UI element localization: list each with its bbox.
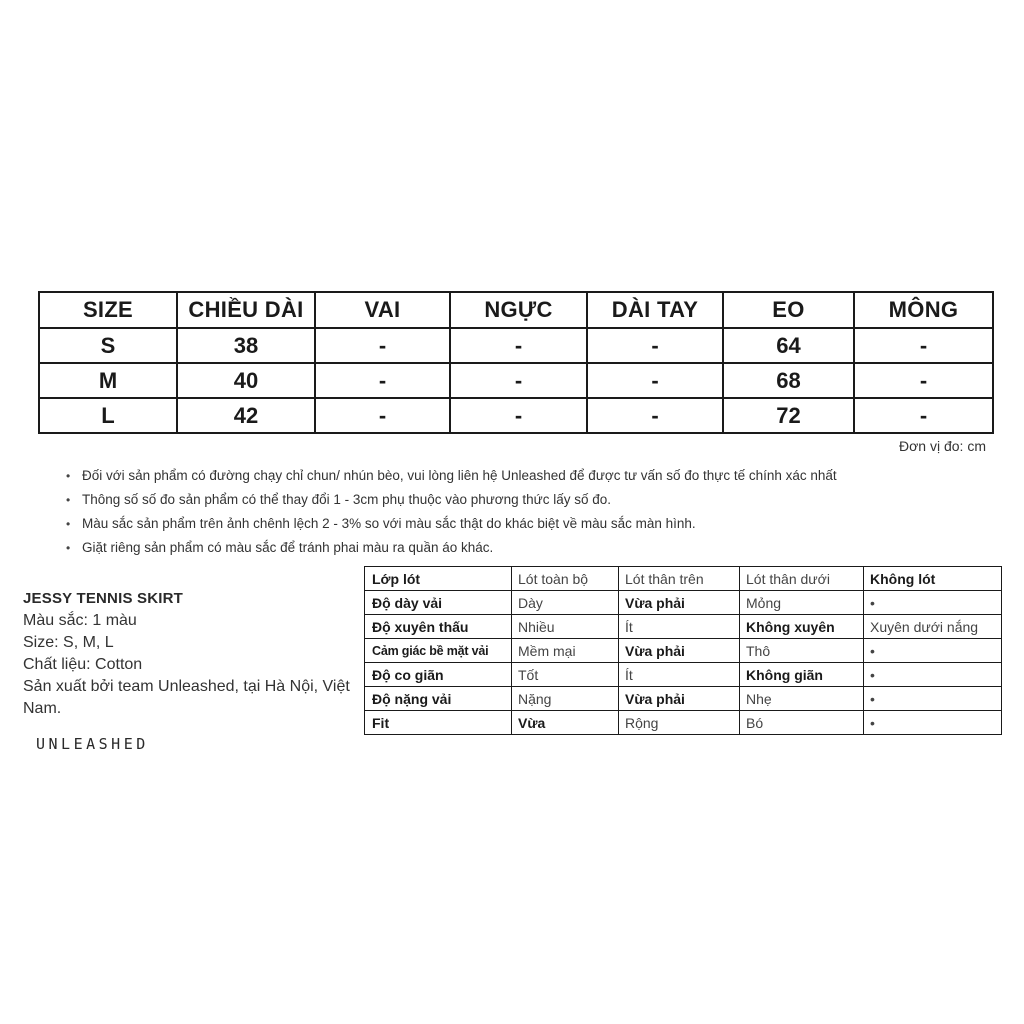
table-cell: Nặng	[512, 687, 619, 711]
table-cell: Mềm mại	[512, 639, 619, 663]
product-sizes: Size: S, M, L	[23, 634, 114, 651]
table-cell: -	[450, 328, 587, 363]
table-cell: 64	[723, 328, 854, 363]
size-table	[38, 291, 994, 434]
table-row	[365, 567, 1002, 591]
table-cell: -	[587, 328, 723, 363]
table-cell: -	[587, 363, 723, 398]
fabric-table	[364, 566, 1002, 735]
table-cell: Vừa	[512, 711, 619, 735]
table-cell: -	[315, 328, 450, 363]
table-row	[365, 711, 1002, 735]
size-header-size: SIZE	[39, 292, 177, 328]
table-cell: 42	[177, 398, 315, 433]
table-cell: •	[864, 663, 1002, 687]
fabric-row-label: Cảm giác bề mặt vải	[365, 639, 512, 663]
care-notes	[66, 464, 837, 560]
product-material: Chất liệu: Cotton	[23, 656, 143, 673]
table-cell: •	[864, 591, 1002, 615]
table-cell: 40	[177, 363, 315, 398]
brand-logo: UNLEASHED	[36, 735, 149, 753]
size-table-header	[39, 292, 993, 328]
table-cell: Xuyên dưới nắng	[864, 615, 1002, 639]
table-cell: Dày	[512, 591, 619, 615]
table-cell: Bó	[740, 711, 864, 735]
table-cell: 38	[177, 328, 315, 363]
table-row	[39, 398, 993, 433]
table-cell: Tốt	[512, 663, 619, 687]
table-row	[39, 363, 993, 398]
table-cell: Lót thân dưới	[740, 567, 864, 591]
table-cell: Không giãn	[740, 663, 864, 687]
product-color: Màu sắc: 1 màu	[23, 612, 137, 629]
size-header-length: CHIỀU DÀI	[177, 292, 315, 328]
table-row	[365, 687, 1002, 711]
size-header-hip: MÔNG	[854, 292, 993, 328]
table-cell: S	[39, 328, 177, 363]
size-header-shoulder: VAI	[315, 292, 450, 328]
table-cell: -	[854, 398, 993, 433]
table-row	[365, 663, 1002, 687]
table-cell: 72	[723, 398, 854, 433]
table-cell: •	[864, 711, 1002, 735]
table-row	[365, 615, 1002, 639]
table-cell: Nhẹ	[740, 687, 864, 711]
table-cell: L	[39, 398, 177, 433]
table-cell: Vừa phải	[619, 639, 740, 663]
product-made-by: Sản xuất bởi team Unleashed, tại Hà Nội, Việt Nam.	[23, 678, 350, 717]
table-cell: 68	[723, 363, 854, 398]
table-cell: Vừa phải	[619, 591, 740, 615]
note-item: • Đối với sản phẩm có đường chạy chỉ chun/ nhún bèo, vui lòng liên hệ Unleashed để được tư vấn số đo thực tế chính xác nhất	[66, 464, 837, 488]
table-cell: Vừa phải	[619, 687, 740, 711]
fabric-row-label: Độ co giãn	[365, 663, 512, 687]
table-cell: Ít	[619, 663, 740, 687]
table-cell: •	[864, 687, 1002, 711]
fabric-row-label: Độ nặng vải	[365, 687, 512, 711]
table-cell: Lót toàn bộ	[512, 567, 619, 591]
product-name: JESSY TENNIS SKIRT	[23, 590, 184, 607]
table-cell: -	[315, 398, 450, 433]
fabric-row-label: Fit	[365, 711, 512, 735]
size-header-waist: EO	[723, 292, 854, 328]
table-cell: -	[854, 328, 993, 363]
fabric-row-label: Độ dày vải	[365, 591, 512, 615]
fabric-row-label: Độ xuyên thấu	[365, 615, 512, 639]
table-cell: -	[315, 363, 450, 398]
table-cell: Rộng	[619, 711, 740, 735]
note-item: • Thông số số đo sản phẩm có thể thay đổi 1 - 3cm phụ thuộc vào phương thức lấy số đo.	[66, 488, 837, 512]
size-header-chest: NGỰC	[450, 292, 587, 328]
size-header-sleeve: DÀI TAY	[587, 292, 723, 328]
table-cell: Nhiều	[512, 615, 619, 639]
table-cell: Không xuyên	[740, 615, 864, 639]
table-cell: -	[450, 398, 587, 433]
table-cell: Mỏng	[740, 591, 864, 615]
table-cell: M	[39, 363, 177, 398]
table-cell: Lót thân trên	[619, 567, 740, 591]
table-row	[39, 328, 993, 363]
table-cell: -	[854, 363, 993, 398]
table-cell: -	[450, 363, 587, 398]
table-cell: Thô	[740, 639, 864, 663]
table-cell: -	[587, 398, 723, 433]
table-row	[365, 639, 1002, 663]
unit-note: Đơn vị đo: cm	[899, 438, 986, 454]
note-item: • Giặt riêng sản phẩm có màu sắc để tránh phai màu ra quần áo khác.	[66, 536, 837, 560]
table-cell: Không lót	[864, 567, 1002, 591]
note-item: • Màu sắc sản phẩm trên ảnh chênh lệch 2 - 3% so với màu sắc thật do khác biệt về màu sắc màn hình.	[66, 512, 837, 536]
table-cell: Ít	[619, 615, 740, 639]
fabric-row-label: Lớp lót	[365, 567, 512, 591]
product-info	[23, 588, 363, 720]
table-row	[365, 591, 1002, 615]
table-cell: •	[864, 639, 1002, 663]
